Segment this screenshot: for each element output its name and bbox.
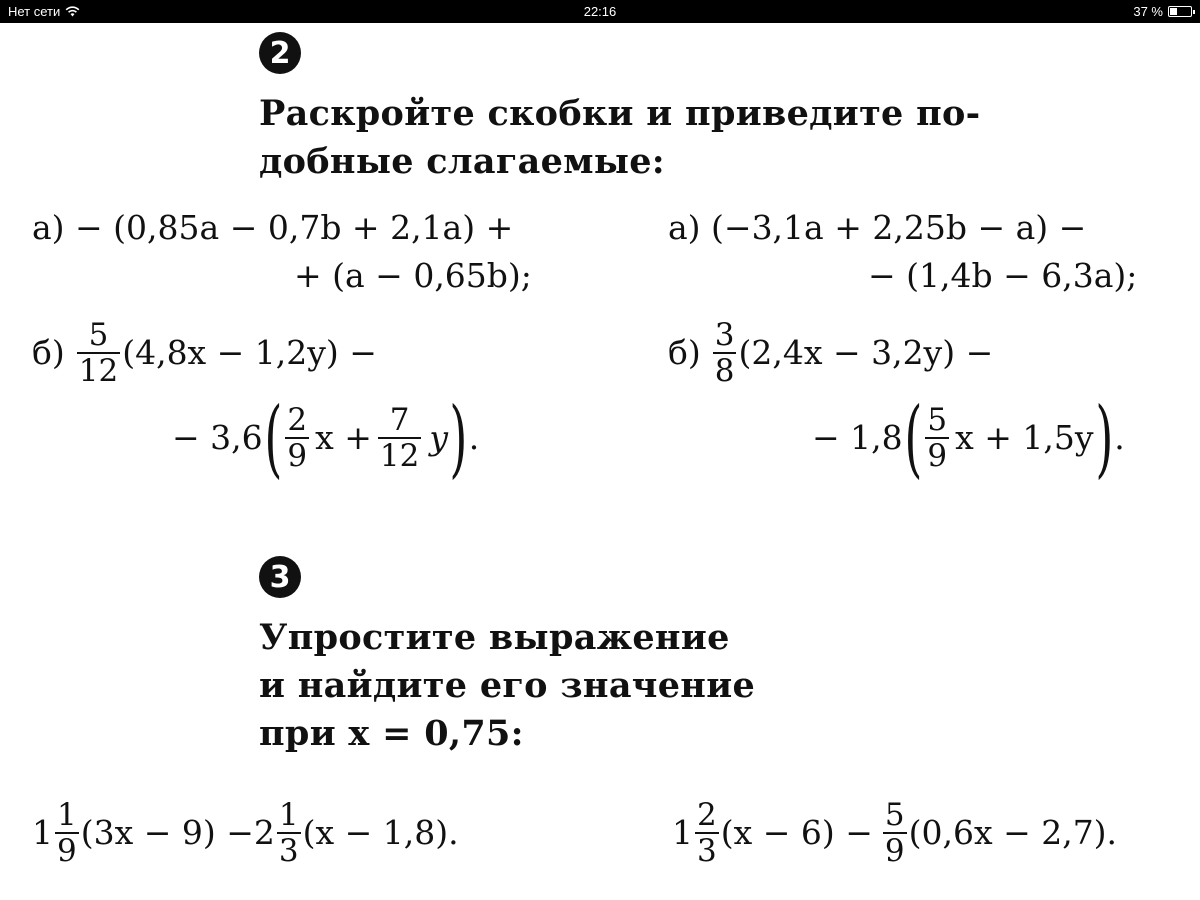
numerator: 5 — [88, 317, 109, 353]
task-3-left-expression — [32, 798, 459, 868]
numerator: 7 — [389, 402, 410, 438]
battery-label: 37 % — [1133, 4, 1163, 19]
numerator: 5 — [927, 402, 948, 438]
denominator: 12 — [78, 353, 119, 389]
left-paren: ( — [904, 389, 923, 487]
numerator: 1 — [278, 797, 299, 833]
denominator: 3 — [278, 833, 299, 869]
task-2b-left-line-1 — [32, 318, 377, 388]
denominator: 9 — [927, 438, 948, 474]
fraction — [883, 798, 907, 868]
expression: (4,8x − 1,2y) − — [122, 333, 377, 372]
numerator: 2 — [287, 402, 308, 438]
left-paren: ( — [264, 389, 283, 487]
expression: − 3,6 — [172, 418, 263, 457]
task-2b-right-line-1 — [668, 318, 993, 388]
denominator: 9 — [884, 833, 905, 869]
numerator: 2 — [697, 797, 717, 833]
task-3-title-line-3: при x = 0,75: — [259, 713, 524, 754]
denominator: 12 — [379, 438, 420, 474]
whole-part: 1 — [32, 813, 53, 852]
expression: x + 1,5y — [955, 418, 1094, 457]
denominator: 8 — [714, 353, 735, 389]
fraction — [378, 403, 421, 473]
battery-status — [1133, 4, 1192, 19]
task-2a-left-line-1: а) − (0,85a − 0,7b + 2,1a) + — [32, 208, 514, 247]
right-paren: ) — [1094, 389, 1113, 487]
task-3-number-badge: 3 — [259, 556, 301, 598]
fraction — [55, 798, 79, 868]
denominator: 9 — [57, 833, 77, 869]
task-2-number-badge: 2 — [259, 32, 301, 74]
fraction — [285, 403, 309, 473]
denominator: 3 — [697, 833, 717, 869]
task-2a-right-line-1: а) (−3,1a + 2,25b − a) − — [668, 208, 1087, 247]
task-2a-left-line-2: + (a − 0,65b); — [294, 256, 532, 295]
numerator: 5 — [884, 797, 905, 833]
period: . — [468, 418, 480, 457]
task-2a-right-line-2: − (1,4b − 6,3a); — [868, 256, 1138, 295]
task-2-title-line-2: добные слагаемые: — [259, 141, 666, 182]
task-2b-right-line-2 — [812, 389, 1125, 487]
carrier-label: Нет сети — [8, 4, 61, 19]
variable: y — [429, 418, 449, 457]
task-3-title-line-2: и найдите его значение — [259, 665, 756, 706]
item-label: б) — [668, 333, 701, 372]
expression: (x − 1,8). — [302, 813, 459, 852]
numerator: 3 — [714, 317, 735, 353]
task-2-title-line-1: Раскройте скобки и приведите по- — [259, 93, 981, 134]
expression: (0,6x − 2,7). — [908, 813, 1118, 852]
task-2b-left-line-2 — [172, 389, 480, 487]
battery-icon — [1168, 6, 1192, 17]
period: . — [1114, 418, 1125, 457]
expression: (2,4x − 3,2y) − — [738, 333, 994, 372]
fraction — [925, 403, 949, 473]
task-3-title-line-1: Упростите выражение — [259, 617, 730, 658]
status-bar — [0, 0, 1200, 23]
clock: 22:16 — [583, 4, 617, 19]
numerator: 1 — [57, 797, 77, 833]
expression: x + — [315, 418, 372, 457]
item-label: б) — [32, 333, 65, 372]
whole-part: 1 — [672, 813, 693, 852]
expression: (x − 6) − — [720, 813, 873, 852]
fraction — [713, 318, 737, 388]
expression: − 1,8 — [812, 418, 903, 457]
fraction — [77, 318, 120, 388]
fraction — [277, 798, 301, 868]
expression: (3x − 9) −2 — [80, 813, 275, 852]
denominator: 9 — [287, 438, 308, 474]
right-paren: ) — [449, 389, 468, 487]
task-3-right-expression — [672, 798, 1117, 868]
fraction — [695, 798, 719, 868]
